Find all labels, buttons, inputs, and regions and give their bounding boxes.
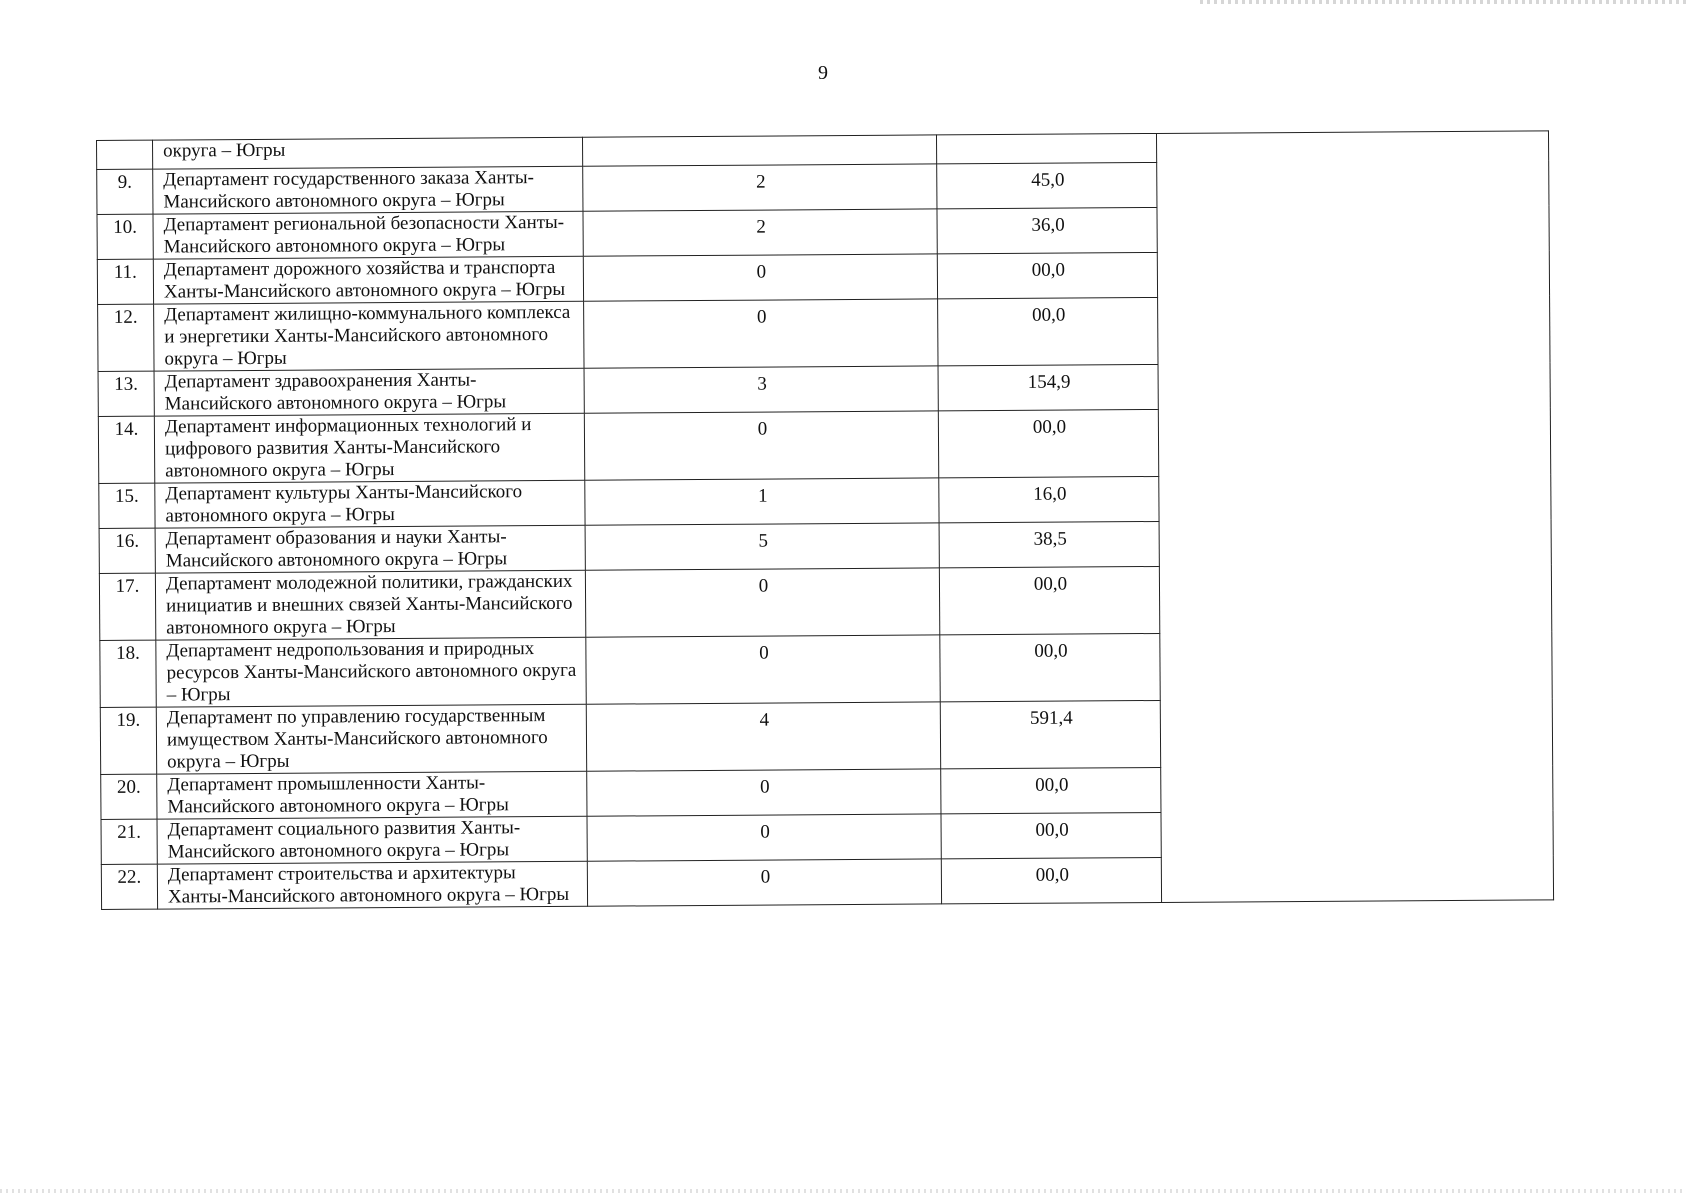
sum-cell: 154,9 bbox=[938, 364, 1158, 410]
page-number: 9 bbox=[818, 62, 828, 84]
count-cell bbox=[582, 135, 936, 166]
department-name: Департамент недропользования и природных ресурсов Ханты-Мансийского автономного округа – Югры bbox=[156, 637, 586, 707]
sum-cell: 16,0 bbox=[939, 476, 1159, 522]
sum-cell: 00,0 bbox=[940, 633, 1160, 701]
row-number: 13. bbox=[98, 371, 154, 416]
count-cell: 0 bbox=[585, 568, 939, 637]
sum-cell: 00,0 bbox=[941, 812, 1161, 858]
row-number: 14. bbox=[98, 416, 154, 483]
row-number: 9. bbox=[97, 169, 153, 214]
department-name: Департамент социального развития Ханты-Мансийского автономного округа – Югры bbox=[157, 816, 587, 864]
sum-cell: 00,0 bbox=[938, 409, 1158, 477]
sum-cell: 36,0 bbox=[937, 207, 1157, 253]
count-cell: 0 bbox=[586, 635, 940, 704]
count-cell: 3 bbox=[584, 366, 938, 413]
row-number: 10. bbox=[97, 214, 153, 259]
sum-cell bbox=[936, 133, 1156, 163]
scan-edge-bottom bbox=[0, 1189, 1686, 1193]
count-cell: 2 bbox=[583, 164, 937, 211]
row-number bbox=[97, 140, 153, 169]
scan-edge-top bbox=[1200, 0, 1686, 4]
department-name: Департамент дорожного хозяйства и транспорта Ханты-Мансийского автономного округа – Югры bbox=[153, 256, 583, 304]
row-number: 18. bbox=[100, 640, 156, 707]
count-cell: 4 bbox=[586, 702, 940, 771]
count-cell: 0 bbox=[587, 769, 941, 816]
row-number: 22. bbox=[101, 864, 157, 909]
count-cell: 2 bbox=[583, 209, 937, 256]
department-name: округа – Югры bbox=[153, 137, 583, 169]
count-cell: 0 bbox=[587, 814, 941, 861]
department-name: Департамент информационных технологий и цифрового развития Ханты-Мансийского автономного округа – Югры bbox=[154, 413, 584, 483]
row-number: 11. bbox=[97, 259, 153, 304]
row-number: 19. bbox=[100, 707, 156, 774]
count-cell: 0 bbox=[587, 859, 941, 906]
sum-cell: 00,0 bbox=[937, 252, 1157, 298]
row-number: 20. bbox=[101, 774, 157, 819]
count-cell: 0 bbox=[584, 299, 938, 368]
sum-cell: 591,4 bbox=[940, 700, 1160, 768]
table-body bbox=[97, 131, 1554, 910]
count-cell: 5 bbox=[585, 523, 939, 570]
department-name: Департамент промышленности Ханты-Мансийского автономного округа – Югры bbox=[157, 771, 587, 819]
sum-cell: 00,0 bbox=[941, 767, 1161, 813]
department-name: Департамент культуры Ханты-Мансийского автономного округа – Югры bbox=[155, 480, 585, 528]
department-name: Департамент региональной безопасности Ханты-Мансийского автономного округа – Югры bbox=[153, 211, 583, 259]
row-number: 15. bbox=[99, 483, 155, 528]
department-name: Департамент по управлению государственным имуществом Ханты-Мансийского автономного округа – Югры bbox=[156, 704, 586, 774]
row-number: 21. bbox=[101, 819, 157, 864]
sum-cell: 00,0 bbox=[939, 566, 1159, 634]
count-cell: 0 bbox=[584, 411, 938, 480]
row-number: 16. bbox=[99, 528, 155, 573]
departments-table bbox=[96, 130, 1554, 910]
count-cell: 1 bbox=[585, 478, 939, 525]
notes-cell bbox=[1156, 131, 1553, 903]
sum-cell: 45,0 bbox=[937, 162, 1157, 208]
department-name: Департамент строительства и архитектуры Ханты-Мансийского автономного округа – Югры bbox=[157, 861, 587, 909]
department-name: Департамент здравоохранения Ханты-Мансийского автономного округа – Югры bbox=[154, 368, 584, 416]
department-name: Департамент образования и науки Ханты-Мансийского автономного округа – Югры bbox=[155, 525, 585, 573]
department-name: Департамент молодежной политики, гражданских инициатив и внешних связей Ханты-Мансийского автономного округа – Югры bbox=[155, 570, 585, 640]
sum-cell: 00,0 bbox=[938, 297, 1158, 365]
count-cell: 0 bbox=[583, 254, 937, 301]
sum-cell: 00,0 bbox=[941, 857, 1161, 903]
department-name: Департамент жилищно-коммунального комплекса и энергетики Ханты-Мансийского автономного округа – Югры bbox=[154, 301, 584, 371]
department-name: Департамент государственного заказа Ханты-Мансийского автономного округа – Югры bbox=[153, 166, 583, 214]
sum-cell: 38,5 bbox=[939, 521, 1159, 567]
row-number: 12. bbox=[98, 304, 154, 371]
row-number: 17. bbox=[99, 573, 155, 640]
